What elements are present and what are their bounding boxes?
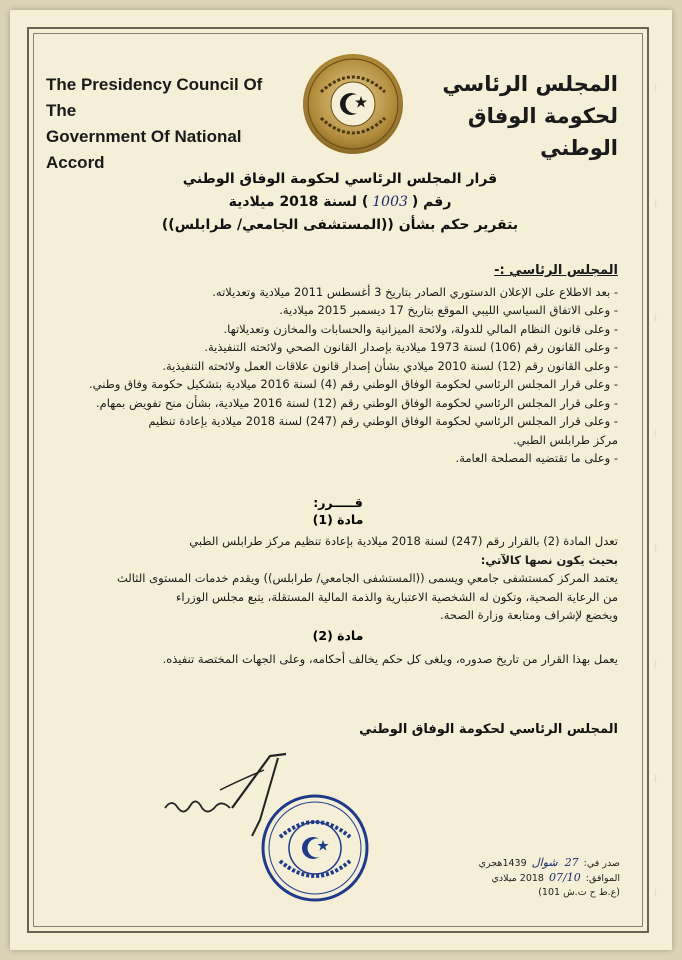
issue-date-block — [370, 856, 620, 900]
decision-number: 1003 — [372, 194, 408, 210]
preamble-line: - بعد الاطلاع على الإعلان الدستوري الصادر بتاريخ 3 أغسطس 2011 ميلادية وتعديلاته. — [212, 284, 618, 299]
preamble-intro: المجلس الرئاسي :- — [494, 263, 618, 278]
header-english-line2: Government Of National Accord — [46, 127, 242, 172]
article-1-line: ويخضع لإشراف ومتابعة وزارة الصحة. — [440, 608, 618, 622]
hijri-day: 27 — [564, 856, 579, 869]
preamble-line: - وعلى ما تقتضيه المصلحة العامة. — [455, 451, 618, 465]
gregorian-date: 07/10 — [549, 871, 581, 884]
reference-code: (ع.ط ح ت.ش 101) — [538, 887, 620, 898]
header-arabic — [388, 68, 618, 164]
hijri-date-line — [370, 856, 620, 871]
decision-title-block — [100, 168, 580, 237]
decides-heading: قـــــرر: — [313, 495, 363, 510]
preamble-line: - وعلى قانون النظام المالي للدولة، ولائحة الميزانية والحسابات والمخازن وتعديلاتها. — [223, 321, 618, 336]
article-2-title: مادة (2) — [312, 628, 364, 643]
header-english-line1: The Presidency Council Of The — [46, 75, 263, 120]
gregorian-label: الموافق: — [585, 873, 620, 884]
hijri-month: شوال — [531, 856, 558, 869]
decision-number-prefix: رقم ( — [411, 194, 452, 210]
article-1-text — [58, 532, 618, 625]
decision-title: قرار المجلس الرئاسي لحكومة الوفاق الوطني — [182, 171, 498, 187]
article-1-line: تعدل المادة (2) بالقرار رقم (247) لسنة 2018 ميلادية بإعادة تنظيم مركز طرابلس الطبي — [189, 534, 618, 548]
preamble — [58, 262, 618, 468]
preamble-line: - وعلى قرار المجلس الرئاسي لحكومة الوفاق الوطني رقم (12) لسنة 2016 ميلادية، بشأن منح تفويض بمهام. — [95, 395, 618, 410]
decision-number-line — [100, 191, 580, 214]
gregorian-year: 2018 ميلادي — [491, 873, 544, 884]
preamble-line: - وعلى الاتفاق السياسي الليبي الموقع بتاريخ 17 ديسمبر 2015 ميلادية. — [279, 303, 618, 317]
article-1-line: بحيث يكون نصها كالآتي: — [480, 552, 618, 567]
gregorian-date-line — [370, 871, 620, 886]
hijri-year: 1439هجري — [478, 858, 527, 869]
signatory-title: المجلس الرئاسي لحكومة الوفاق الوطني — [359, 722, 618, 737]
official-stamp-seal — [260, 793, 370, 903]
header-arabic-line2: لحكومة الوفاق الوطني — [467, 104, 618, 160]
preamble-line: مركز طرابلس الطبي. — [513, 432, 618, 447]
issued-label: صدر في: — [583, 858, 620, 869]
header-english — [46, 72, 286, 176]
document-page — [10, 10, 672, 950]
header-arabic-line1: المجلس الرئاسي — [442, 72, 618, 96]
side-watermark: ~ ~ ~ ~ ~ ~ ~ ~ — [648, 81, 664, 899]
article-2-text: يعمل بهذا القرار من تاريخ صدوره، ويلغى كل حكم يخالف أحكامه، وعلى الجهات المختصة تنفيذه. — [162, 652, 618, 666]
preamble-line: - وعلى قرار المجلس الرئاسي لحكومة الوفاق الوطني رقم (247) لسنة 2018 ميلادية بإعادة تنظيم — [148, 414, 618, 428]
article-1-line: يعتمد المركز كمستشفى جامعي ويسمى ((المستشفى الجامعي/ طرابلس)) ويقدم خدمات المستوى الثالث — [117, 571, 618, 585]
preamble-line: - وعلى القانون رقم (106) لسنة 1973 ميلادية بإصدار القانون الصحي ولائحته التنفيذية. — [204, 340, 618, 354]
article-1-line: من الرعاية الصحية، وتكون له الشخصية الاعتبارية والذمة المالية المستقلة، يتبع مجلس الوزراء — [176, 589, 618, 604]
decision-number-suffix: ) لسنة 2018 ميلادية — [228, 194, 369, 210]
decision-subject: بتقرير حكم بشأن ((المستشفى الجامعي/ طرابلس)) — [161, 217, 519, 233]
article-1-title: مادة (1) — [312, 512, 364, 527]
preamble-line: - وعلى قرار المجلس الرئاسي لحكومة الوفاق الوطني رقم (4) لسنة 2016 ميلادية بتشكيل حكومة وفاق وطني. — [89, 377, 618, 391]
preamble-line: - وعلى القانون رقم (12) لسنة 2010 ميلادي بشأن إصدار قانون علاقات العمل ولائحته التنفيذية. — [162, 358, 618, 373]
